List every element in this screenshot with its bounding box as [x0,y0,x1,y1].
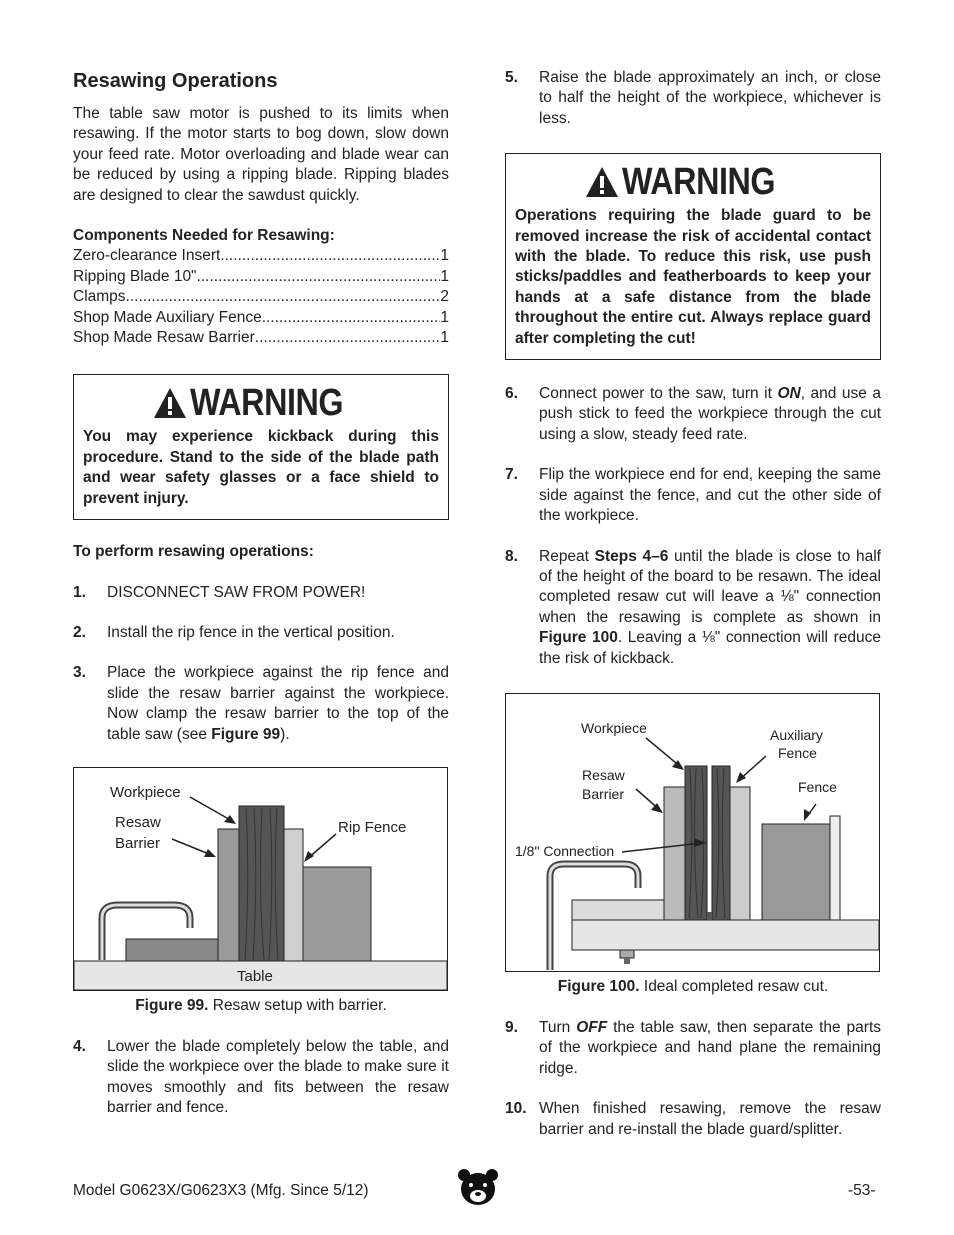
section-heading: Resawing Operations [73,70,278,92]
step-1: 1. DISCONNECT SAW FROM POWER! [73,583,366,601]
procedure-title: To perform resawing operations: [73,543,314,561]
components-list [73,246,449,348]
intro-paragraph: The table saw motor is pushed to its limits when resawing. If the motor starts to bog down, slow down your feed rate. Motor overloading and blade wear can be reduced by using a ripping blade. Ripping blades are designed to clear the sawdust quickly. [73,105,449,204]
fig99-label-barrier: Barrier [115,834,161,852]
figure-100-drawing [506,694,879,971]
fig100-label-resaw: Resaw [582,766,625,783]
page-number: -53- [848,1182,876,1199]
figure-99 [73,767,448,991]
step-6: 6. Connect power to the saw, turn it ON, and use a push stick to feed the workpiece through the cut using a slow, steady feed rate. [505,385,882,443]
fig99-label-table: Table [237,967,273,985]
fig100-label-barrier: Barrier [582,785,625,802]
fig100-label-auxiliary: Auxiliary [770,726,823,743]
warning-title: WARNING [189,382,344,425]
fig100-label-fence: Fence [798,778,837,795]
figure-99-caption: Figure 99. Resaw setup with barrier. [135,996,387,1014]
components-title: Components Needed for Resawing: [73,227,335,245]
warning-text: You may experience kickback during this procedure. Stand to the side of the blade path and wear safety glasses or a face shield to prevent injury. [83,428,439,507]
fig100-label-aux-fence: Fence [778,744,817,761]
step-3: 3. Place the workpiece against the rip fence and slide the resaw barrier against the workpiece. Now clamp the resaw barrier to the top of the table saw (see Figure 99). [73,664,449,743]
left-column [73,68,449,1119]
component-item: Clamps ..... 2 [73,287,449,307]
fig100-label-connection: 1/8" Connection [515,842,615,859]
step-10: 10. When finished resawing, remove the resaw barrier and re-install the blade guard/splitter. [505,1100,881,1138]
right-column [505,68,881,1140]
bear-logo-icon [456,1167,500,1209]
fig99-label-ripfence: Rip Fence [338,818,407,836]
component-item: Zero-clearance Insert ..... 1 [73,246,449,266]
fig99-label-resaw: Resaw [115,813,161,831]
component-item: Ripping Blade 10" ..... 1 [73,267,449,287]
figure-100 [505,693,880,972]
step-4: 4. Lower the blade completely below the table, and slide the workpiece over the blade to make sure it moves smoothly and fits between the resaw barrier and fence. [73,1037,449,1117]
blade-guard-warning-box [505,153,881,360]
step-2: 2. Install the rip fence in the vertical position. [73,623,395,641]
step-5: 5. Raise the blade approximately an inch, or close to half the height of the workpiece, whichever is less. [505,69,881,127]
warning-text: Operations requiring the blade guard to be removed increase the risk of accidental contact with the blade. To reduce this risk, use push sticks/paddles and featherboards to keep your hands at a safe distance from the blade throughout the entire cut. Always replace guard after completing the cut! [515,207,871,347]
figure-100-caption: Figure 100. Ideal completed resaw cut. [557,977,829,995]
fig99-label-workpiece: Workpiece [110,783,181,801]
step-7: 7. Flip the workpiece end for end, keeping the same side against the fence, and cut the other side of the workpiece. [505,466,881,525]
footer-model: Model G0623X/G0623X3 (Mfg. Since 5/12) [73,1182,369,1199]
warning-triangle-icon [584,165,620,199]
kickback-warning-box [73,374,449,520]
step-8: 8. Repeat Steps 4–6 until the blade is close to half of the height of the board to be resawn. The ideal completed resaw cut will leave a ⅛" connection when the resawing is complete as shown in Figure 100. Leaving a ⅛" connection will reduce the risk of kickback. [505,547,881,667]
warning-title: WARNING [621,161,776,204]
fig100-label-workpiece: Workpiece [581,719,647,736]
step-9: 9. Turn OFF the table saw, then separate the parts of the workpiece and hand plane the remaining ridge. [505,1018,882,1077]
component-item: Shop Made Auxiliary Fence ..... 1 [73,308,449,328]
component-item: Shop Made Resaw Barrier ..... 1 [73,328,449,348]
warning-triangle-icon [152,386,188,420]
